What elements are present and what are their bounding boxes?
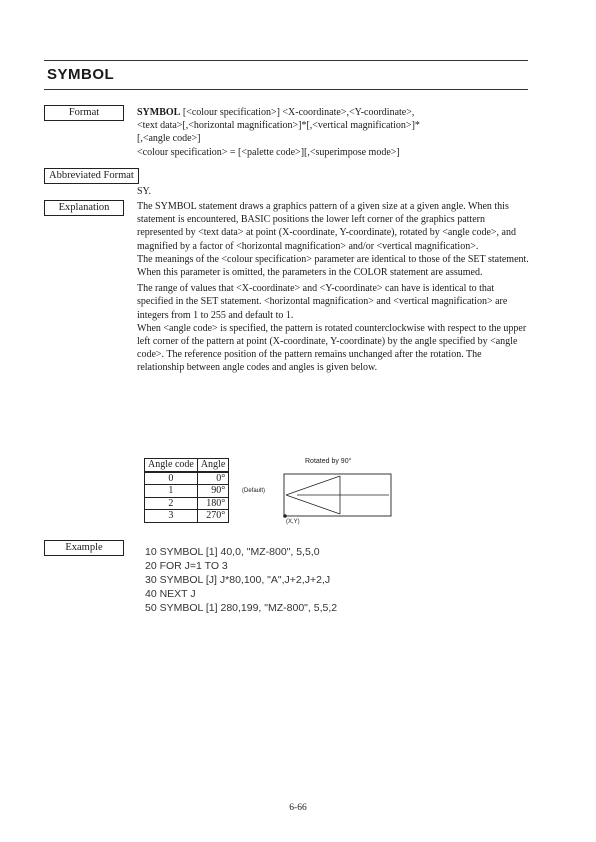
table-cell: 3	[145, 510, 198, 523]
rotated-triangle-upper-edge	[286, 476, 340, 495]
format-section	[137, 106, 529, 159]
default-note: (Default)	[242, 488, 266, 494]
table-row	[145, 497, 229, 510]
code-line: 50 SYMBOL [1] 280,199, "MZ-800", 5,5,2	[145, 602, 338, 614]
abbreviated-format-label: Abbreviated Format	[44, 168, 139, 184]
top-rule	[44, 60, 528, 61]
table-cell: 180°	[197, 497, 228, 510]
table-row	[145, 485, 229, 498]
rotation-diagram	[283, 472, 393, 518]
explanation-paragraph-2: The meanings of the <colour specification> parameter are identical to those of the SET statement. When this parameter is omitted, the parameters in the COLOR statement are assumed.	[137, 253, 529, 279]
rotated-triangle-lower-edge	[286, 495, 340, 514]
explanation-label: Explanation	[44, 200, 124, 216]
table-row	[145, 510, 229, 523]
explanation-paragraph-3: The range of values that <X-coordinate> and <Y-coordinate> can have is identical to that specified in the SET statement. <horizontal magnification> and <vertical magnification> are integers from 1 to 255 and default to 1.	[137, 283, 508, 321]
table-header-row	[145, 459, 229, 472]
table-cell: 0°	[197, 472, 228, 485]
format-keyword: SYMBOL	[137, 107, 181, 118]
code-line: 20 FOR J=1 TO 3	[145, 560, 228, 572]
example-label: Example	[44, 540, 124, 556]
angle-code-table	[144, 458, 229, 523]
table-cell: 270°	[197, 510, 228, 523]
table-header-angle: Angle	[197, 459, 228, 472]
format-line-4: <colour specification> = [<palette code>][,<superimpose mode>]	[137, 146, 400, 158]
format-line-1	[137, 106, 529, 119]
heading-rule	[44, 89, 528, 90]
code-line: 40 NEXT J	[145, 588, 196, 600]
format-line-3: [,<angle code>]	[137, 133, 201, 145]
table-cell: 0	[145, 472, 198, 485]
code-line: 10 SYMBOL [1] 40,0, "MZ-800", 5,5,0	[145, 546, 320, 558]
origin-point	[283, 514, 287, 518]
format-label: Format	[44, 105, 124, 121]
explanation-paragraph-4: When <angle code> is specified, the pattern is rotated counterclockwise with respect to the upper left corner of the pattern at point (X-coordinate, Y-coordinate) by the angle specified by <angle code>. The reference position of the pattern remains unchanged after the rotation. The relationship between angle codes and angles is given below.	[137, 322, 527, 374]
format-line-1-rest: [<colour specification>] <X-coordinate>,<Y-coordinate>,	[180, 107, 415, 118]
table-row	[145, 472, 229, 485]
page-number: 6-66	[289, 803, 307, 813]
origin-point-label: (X,Y)	[286, 519, 300, 525]
abbreviated-format: SY.	[137, 186, 151, 197]
table-cell: 2	[145, 497, 198, 510]
example-code	[145, 545, 337, 615]
code-line: 30 SYMBOL [J] J*80,100, "A",J+2,J+2,J	[145, 574, 331, 586]
table-header-angle-code: Angle code	[145, 459, 198, 472]
explanation-paragraph-1: The SYMBOL statement draws a graphics pattern of a given size at a given angle. When this statement is encountered, BASIC positions the lower left corner of the graphics pattern represented by <text data> at point (X-coordinate, Y-coordinate), rotated by <angle code>, and magnified by a factor of <horizontal magnification> and/or <vertical magnification>.	[137, 201, 516, 252]
table-cell: 90°	[197, 485, 228, 498]
table-cell: 1	[145, 485, 198, 498]
format-line-2: <text data>[,<horizontal magnification>]*[,<vertical magnification>]*	[137, 120, 420, 132]
section-heading: SYMBOL	[47, 66, 115, 83]
rotation-diagram-title: Rotated by 90°	[305, 458, 352, 465]
explanation-section	[137, 200, 529, 375]
